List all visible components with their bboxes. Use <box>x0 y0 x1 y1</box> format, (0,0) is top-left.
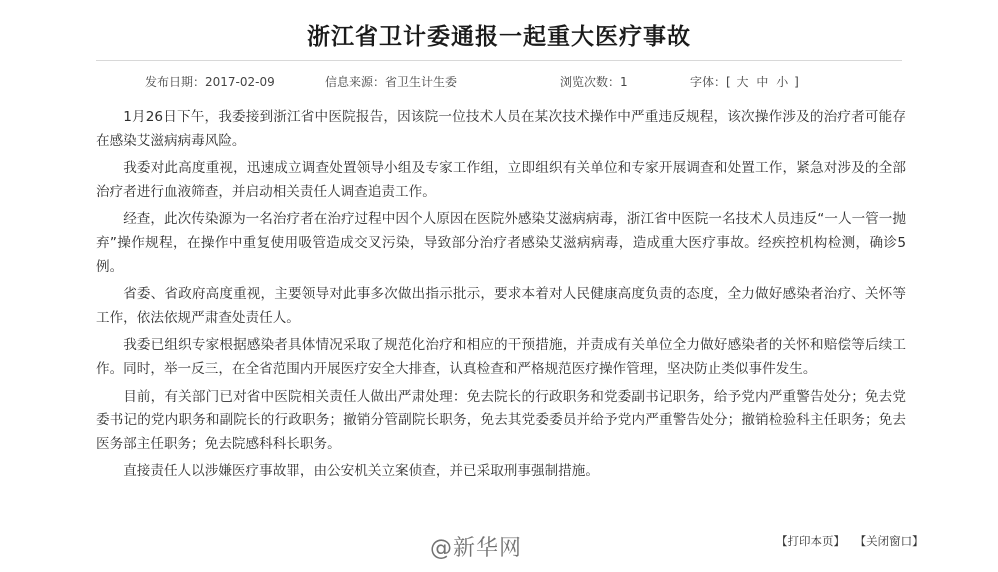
view-count-value: 1 <box>620 75 628 89</box>
font-size-selector <box>690 73 799 90</box>
article-paragraph: 经查，此次传染源为一名治疗者在治疗过程中因个人原因在医院外感染艾滋病病毒，浙江省中医院一名技术人员违反“一人一管一抛弃”操作规程，在操作中重复使用吸管造成交叉污染，导致部分治疗者感染艾滋病病毒，造成重大医疗事故。经疾控机构检测，确诊5例。 <box>96 211 906 275</box>
close-window-link[interactable]: 【关闭窗口】 <box>854 534 924 548</box>
publish-date-value: 2017-02-09 <box>205 75 275 89</box>
article-paragraph: 目前，有关部门已对省中医院相关责任人做出严肃处理：免去院长的行政职务和党委副书记职务，给予党内严重警告处分；免去党委书记的党内职务和副院长的行政职务；撤销分管副院长职务，免去其党委委员并给予党内严重警告处分；撤销检验科主任职务；免去医务部主任职务；免去院感科科长职务。 <box>96 388 906 452</box>
font-size-small-button[interactable]: 小 <box>776 75 789 89</box>
print-page-link[interactable]: 【打印本页】 <box>776 534 845 548</box>
view-count-label: 浏览次数： <box>560 75 621 89</box>
view-count <box>560 73 628 90</box>
article-paragraph: 我委对此高度重视，迅速成立调查处置领导小组及专家工作组，立即组织有关单位和专家开展调查和处置工作，紧急对涉及的全部治疗者进行血液筛查，并启动相关责任人调查追责工作。 <box>96 160 906 200</box>
info-source <box>325 73 457 90</box>
xinhua-watermark: @新华网 <box>430 536 523 561</box>
title-divider <box>96 60 902 61</box>
font-size-large-button[interactable]: 大 <box>736 75 749 89</box>
font-size-close-bracket: ] <box>794 75 799 89</box>
info-source-label: 信息来源： <box>325 75 386 89</box>
publish-date-label: 发布日期： <box>145 75 206 89</box>
font-size-medium-button[interactable]: 中 <box>756 75 769 89</box>
article-body <box>96 106 906 488</box>
page-title: 浙江省卫计委通报一起重大医疗事故 <box>307 24 691 50</box>
article-paragraph: 省委、省政府高度重视，主要领导对此事多次做出指示批示，要求本着对人民健康高度负责的态度，全力做好感染者治疗、关怀等工作，依法依规严肃查处责任人。 <box>96 286 906 326</box>
article-paragraph: 我委已组织专家根据感染者具体情况采取了规范化治疗和相应的干预措施，并责成有关单位全力做好感染者的关怀和赔偿等后续工作。同时，举一反三，在全省范围内开展医疗安全大排查，认真检查和严格规范医疗操作管理，坚决防止类似事件发生。 <box>96 337 906 377</box>
article-paragraph: 1月26日下午，我委接到浙江省中医院报告，因该院一位技术人员在某次技术操作中严重违反规程，该次操作涉及的治疗者可能存在感染艾滋病病毒风险。 <box>96 109 906 149</box>
info-source-value: 省卫生计生委 <box>385 75 458 89</box>
font-size-open-bracket: [ <box>726 75 731 89</box>
font-size-label: 字体： <box>690 75 727 89</box>
publish-date <box>145 73 275 90</box>
footer-links <box>770 533 924 549</box>
article-paragraph: 直接责任人以涉嫌医疗事故罪，由公安机关立案侦查，并已采取刑事强制措施。 <box>123 463 599 480</box>
